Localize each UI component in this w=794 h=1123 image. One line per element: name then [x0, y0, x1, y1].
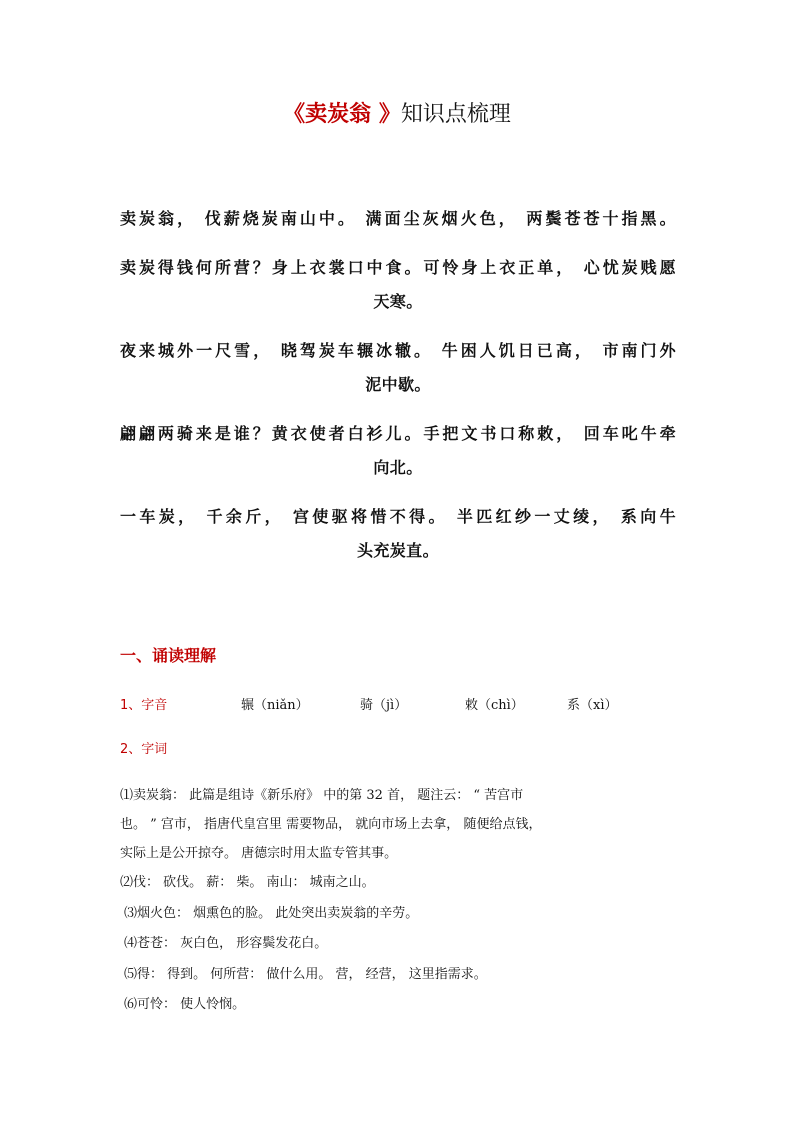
poem-stanza-2	[120, 251, 676, 319]
page-title	[0, 96, 794, 133]
poem-text	[120, 202, 676, 583]
subheading-vocabulary: 2、字词	[120, 742, 168, 757]
note-1-line: ⑴卖炭翁： 此篇是组诗《新乐府》 中的第 32 首， 题注云： “ 苦宫市	[120, 788, 524, 803]
poem-line: 翩翩两骑来是谁？黄衣使者白衫儿。手把文书口称敕， 回车叱牛牵	[120, 424, 676, 443]
note-item: ⑵伐： 砍伐。 薪： 柴。 南山： 城南之山。	[120, 875, 375, 890]
poem-stanza-1	[120, 202, 676, 236]
poem-line: 一车炭， 千余斤， 宫使驱将惜不得。 半匹红纱一丈绫， 系向牛	[120, 507, 676, 526]
pronunciation-item: 骑（jì）	[360, 698, 408, 713]
poem-line: 夜来城外一尺雪， 晓驾炭车辗冰辙。 牛困人饥日已高， 市南门外	[120, 341, 676, 360]
poem-line-continuation: 天寒。	[373, 292, 423, 311]
poem-line: 卖炭翁， 伐薪烧炭南山中。 满面尘灰烟火色， 两鬓苍苍十指黑。	[120, 209, 676, 228]
pronunciation-item: 敕（chì）	[465, 698, 524, 713]
pronunciation-item: 辗（niǎn）	[241, 698, 309, 713]
vocabulary-notes	[120, 781, 676, 1021]
section-heading-reading: 一、诵读理解	[120, 646, 217, 665]
pronunciation-item: 系（xì）	[567, 698, 618, 713]
note-1-line: 实际上是公开掠夺。 唐德宗时用太监专管其事。	[120, 846, 398, 861]
note-item: ⑹可怜： 使人怜悯。	[124, 997, 246, 1012]
poem-stanza-4	[120, 417, 676, 485]
title-poem-name: 《卖炭翁 》	[283, 101, 401, 127]
poem-line-continuation: 向北。	[373, 458, 423, 477]
note-1-line: 也。 ” 宫市， 指唐代皇宫里 需要物品， 就向市场上去拿， 随便给点钱，	[120, 817, 542, 832]
poem-stanza-5	[120, 500, 676, 568]
poem-stanza-3	[120, 334, 676, 402]
poem-line-continuation: 头充炭直。	[356, 541, 439, 560]
poem-line-continuation: 泥中歇。	[365, 375, 431, 394]
title-subtitle: 知识点梳理	[400, 102, 511, 127]
note-item: ⑶烟火色： 烟熏色的脸。 此处突出卖炭翁的辛劳。	[124, 905, 419, 921]
note-item: ⑷苍苍： 灰白色， 形容鬓发花白。	[124, 936, 328, 951]
subheading-pronunciation: 1、字音	[120, 698, 168, 713]
poem-line: 卖炭得钱何所营？身上衣裳口中食。可怜身上衣正单， 心忧炭贱愿	[120, 258, 676, 277]
note-item: ⑸得： 得到。 何所营： 做什么用。 营， 经营， 这里指需求。	[124, 966, 487, 982]
